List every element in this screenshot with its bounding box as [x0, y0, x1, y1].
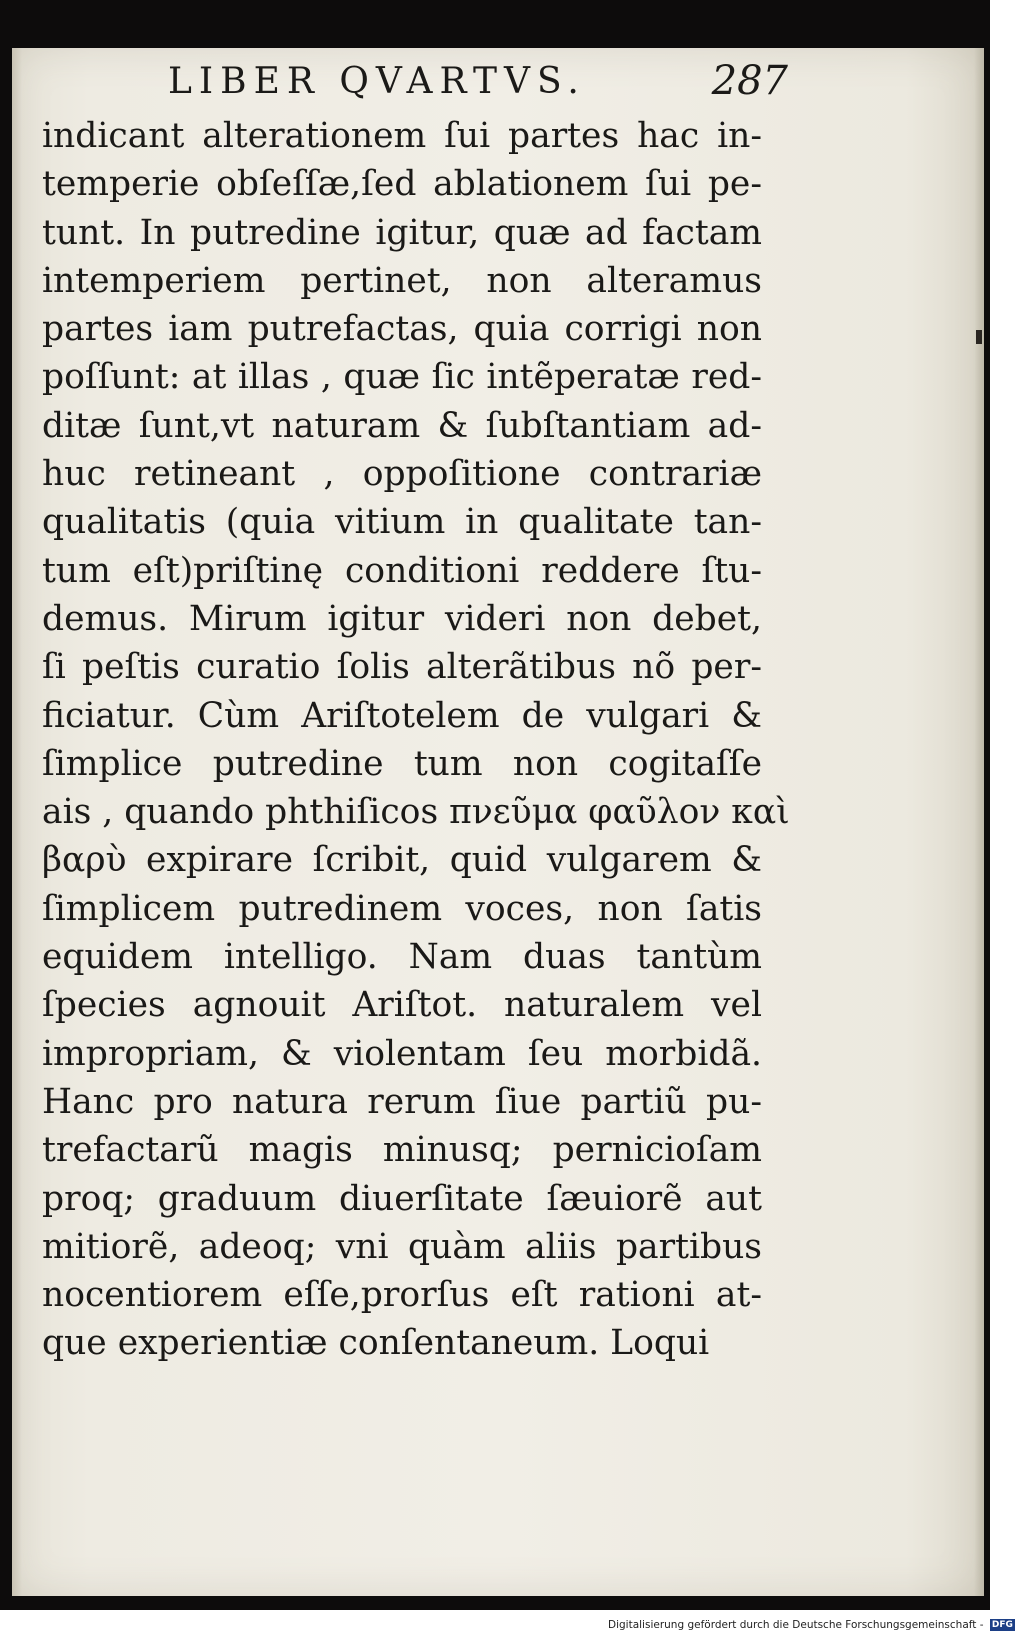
text-line: βαρὺ expirare ſcribit, quid vulgarem &: [42, 840, 762, 881]
text-line: ficiatur. Cùm Ariſtotelem de vulgari &: [42, 695, 762, 736]
text-line: huc retineant , oppoſitione contrariæ: [42, 454, 762, 495]
text-line: ſi peſtis curatio ſolis alterãtibus nõ per-: [42, 647, 762, 688]
text-line: demus. Mirum igitur videri non debet,: [42, 598, 762, 639]
text-line: trefactarũ magis minusq; pernicioſam: [42, 1130, 762, 1171]
text-line: mitiorẽ, adeoq; vni quàm aliis partibus: [42, 1226, 762, 1267]
text-line: proq; graduum diuerſitate ſæuiorẽ aut: [42, 1178, 762, 1219]
page-clip-mark: [976, 330, 982, 344]
text-line: ſpecies agnouit Ariſtot. naturalem vel: [42, 985, 762, 1026]
text-line: indicant alterationem ſui partes hac in-: [42, 116, 762, 156]
credit-text: Digitalisierung gefördert durch die Deutsche Forschungsgemeinschaft -: [608, 1619, 984, 1631]
text-line: ais , quando phthiſicos πνεῦμα φαῦλον καὶ: [42, 792, 790, 833]
text-line: ditæ ſunt,vt naturam & ſubſtantiam ad-: [42, 405, 762, 446]
text-line: poſſunt: at illas , quæ ſic intẽperatæ red-: [42, 357, 762, 398]
body-text: [42, 112, 790, 1368]
digitization-credit: [608, 1617, 1013, 1633]
page-header: [168, 58, 788, 108]
page-edge-left: [12, 48, 22, 1596]
text-line: intemperiem pertinet, non alteramus: [42, 260, 762, 301]
text-line: impropriam, & violentam ſeu morbidã.: [42, 1033, 762, 1074]
text-line: ſimplicem putredinem voces, non ſatis: [42, 888, 762, 929]
text-line: tunt. In putredine igitur, quæ ad factam: [42, 212, 762, 253]
text-line: temperie obſeſſæ,ſed ablationem ſui pe-: [42, 164, 762, 205]
text-line: Hanc pro natura rerum ſiue partiũ pu-: [42, 1081, 762, 1122]
text-line: que experientiæ conſentaneum. Loqui: [42, 1323, 710, 1364]
text-line: tum eſt)priſtinę conditioni reddere ſtu-: [42, 550, 762, 591]
text-line: equidem intelligo. Nam duas tantùm: [42, 937, 762, 978]
text-line: partes iam putrefactas, quia corrigi non: [42, 309, 762, 350]
page-edge-right: [974, 48, 984, 1596]
dfg-logo: DFG: [991, 1620, 1013, 1630]
page-number: 287: [711, 58, 788, 104]
text-line: qualitatis (quia vitium in qualitate tan-: [42, 502, 762, 543]
text-line: nocentiorem eſſe,prorſus eſt rationi at-: [42, 1275, 762, 1316]
running-title: LIBER QVARTVS.: [168, 61, 586, 102]
text-line: ſimplice putredine tum non cogitaſſe: [42, 743, 762, 784]
